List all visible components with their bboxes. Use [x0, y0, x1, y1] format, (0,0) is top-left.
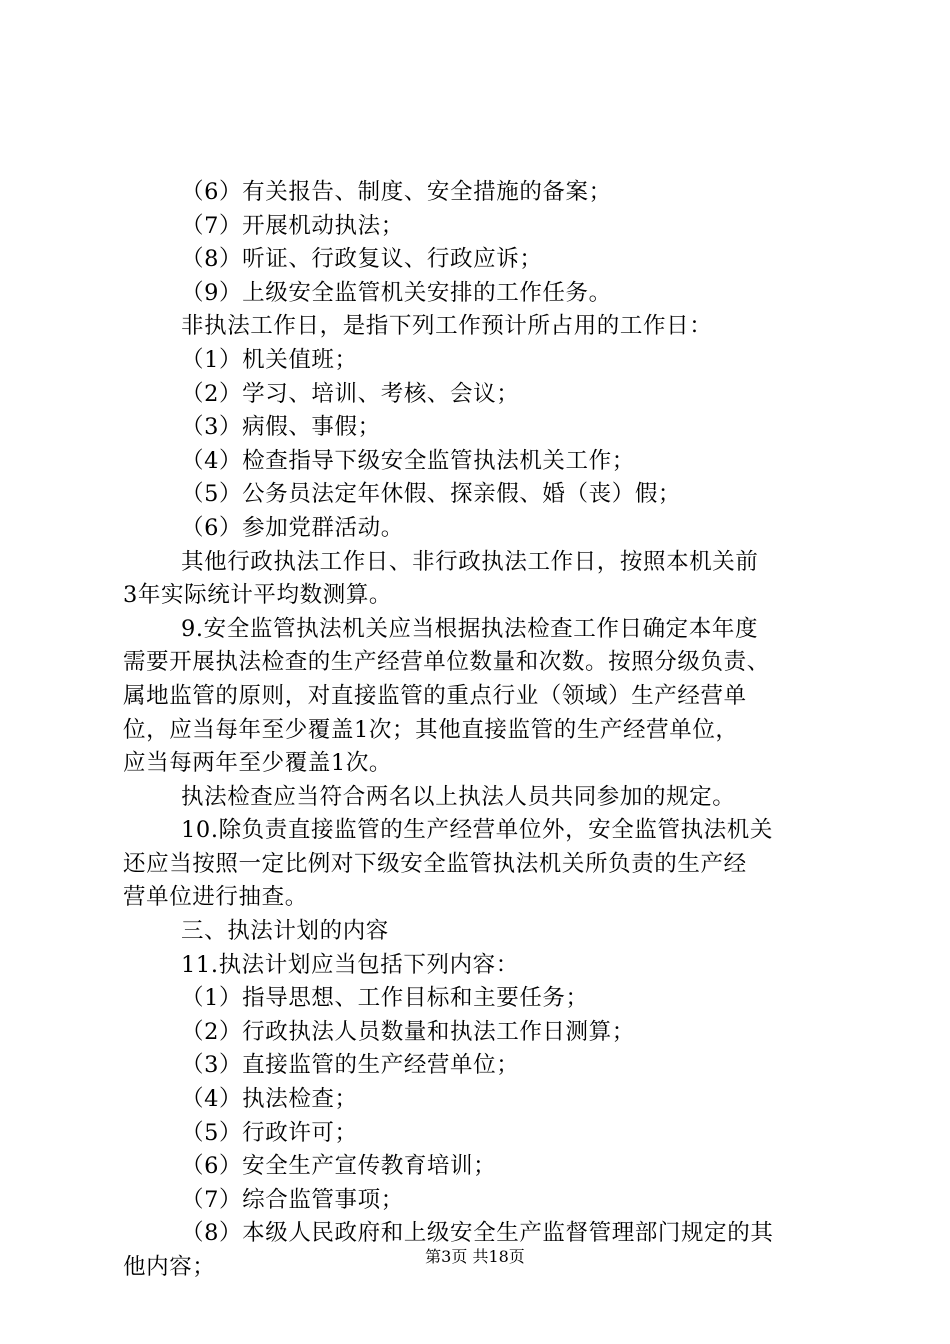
body-text	[123, 176, 843, 1285]
text-line: （2）学习、培训、考核、会议；	[181, 380, 520, 407]
section-heading: 三、执法计划的内容	[181, 918, 389, 945]
text-line: 9.安全监管执法机关应当根据执法检查工作日确定本年度	[181, 615, 759, 642]
text-line: （8）听证、行政复议、行政应诉；	[181, 246, 543, 273]
text-line: 其他行政执法工作日、非行政执法工作日，按照本机关前	[181, 548, 759, 575]
text-line: （3）直接监管的生产经营单位；	[181, 1052, 520, 1079]
text-line: 3年实际统计平均数测算。	[123, 582, 393, 609]
text-line: 非执法工作日，是指下列工作预计所占用的工作日：	[181, 313, 713, 340]
page-number-footer: 第3页 共18页	[425, 1247, 525, 1266]
text-line: （1）指导思想、工作目标和主要任务；	[181, 985, 589, 1012]
text-line: （5）行政许可；	[181, 1119, 358, 1146]
text-line: （5）公务员法定年休假、探亲假、婚（丧）假；	[181, 481, 682, 508]
text-line: （9）上级安全监管机关安排的工作任务。	[181, 279, 612, 306]
text-line: （7）开展机动执法；	[181, 212, 404, 239]
text-line: （7）综合监管事项；	[181, 1186, 404, 1213]
text-line: 10.除负责直接监管的生产经营单位外，安全监管执法机关	[181, 817, 773, 844]
text-line: 应当每两年至少覆盖1次。	[123, 750, 393, 777]
text-line: （3）病假、事假；	[181, 414, 381, 441]
text-line: 还应当按照一定比例对下级安全监管执法机关所负责的生产经	[123, 850, 747, 877]
text-line: （1）机关值班；	[181, 346, 358, 373]
text-line: （6）有关报告、制度、安全措施的备案；	[181, 179, 612, 205]
text-line: （6）参加党群活动。	[181, 514, 404, 541]
text-line: （2）行政执法人员数量和执法工作日测算；	[181, 1018, 635, 1045]
text-line: 11.执法计划应当包括下列内容：	[181, 951, 519, 978]
text-line: （6）安全生产宣传教育培训；	[181, 1153, 497, 1180]
text-line: 需要开展执法检查的生产经营单位数量和次数。按照分级负责、	[123, 649, 770, 676]
text-line: （8）本级人民政府和上级安全生产监督管理部门规定的其	[181, 1220, 774, 1247]
text-line: （4）检查指导下级安全监管执法机关工作；	[181, 447, 635, 474]
text-line: 位，应当每年至少覆盖1次；其他直接监管的生产经营单位，	[123, 716, 739, 743]
text-line: 属地监管的原则，对直接监管的重点行业（领域）生产经营单	[123, 682, 747, 709]
text-line: （4）执法检查；	[181, 1086, 358, 1113]
text-line: 他内容；	[123, 1254, 216, 1280]
text-line: 执法检查应当符合两名以上执法人员共同参加的规定。	[181, 783, 736, 810]
text-line: 营单位进行抽查。	[123, 884, 308, 911]
